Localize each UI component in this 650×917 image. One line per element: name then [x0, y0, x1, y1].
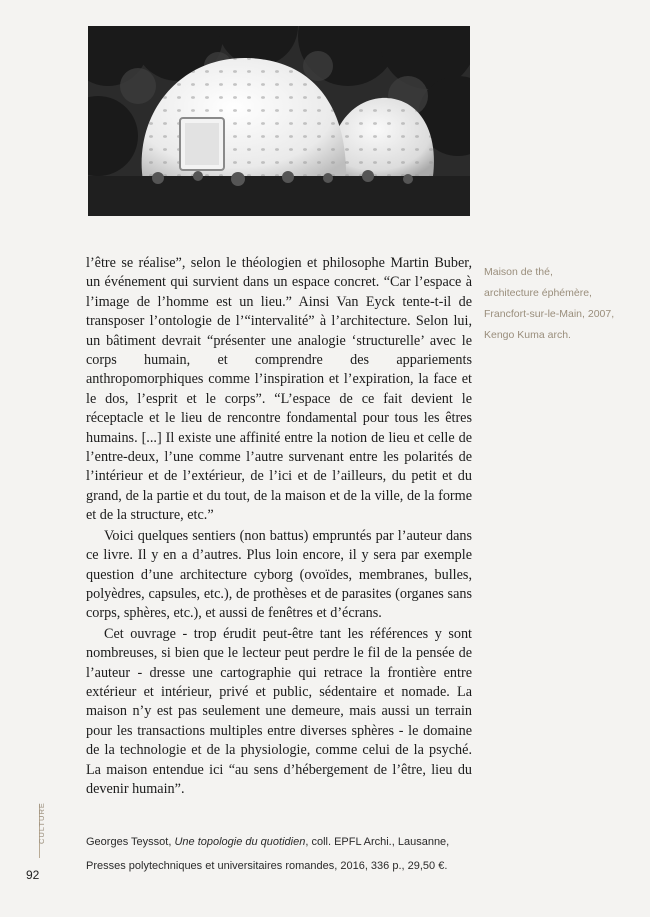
book-reference	[86, 830, 486, 878]
reference-line	[86, 830, 486, 854]
article-body	[86, 254, 472, 799]
teahouse-photo	[88, 26, 470, 216]
caption-line: Francfort-sur-le-Main, 2007,	[484, 308, 615, 320]
reference-details: , coll. EPFL Archi., Lausanne,	[305, 836, 450, 848]
body-paragraph: Cet ouvrage - trop érudit peut-être tant les références y sont nombreuses, si bien que le lecteur peut perdre le fil de la pensée de l’auteur - dresse une cartographie qui retrace la frontière entre extérieur et intérieur, privé et public, sédentaire et nomade. La maison n’y est pas seulement une demeure, mais aussi un terrain pour les transactions multiples entre diverses sphères - le domaine de la technologie et de la physiologie, comme celui de la psyché. La maison entendue ici “au sens d’hébergement de l’être, lieu du devenir humain”.	[86, 625, 472, 797]
reference-title: Une topologie du quotidien	[174, 836, 306, 848]
caption-line: Maison de thé,	[484, 266, 553, 278]
photo-caption	[484, 262, 644, 346]
reference-author: Georges Teyssot,	[86, 836, 175, 848]
section-label: CULTURE	[37, 802, 46, 844]
caption-line: Kengo Kuma arch.	[484, 329, 571, 341]
body-paragraph: Voici quelques sentiers (non battus) empruntés par l’auteur dans ce livre. Il y en a d’autres. Plus loin encore, il y sera par exemple question d’une architecture cyborg (ovoïdes, membranes, bulles, polyèdres, capsules, etc.), de prothèses et de parasites (organes sans corps, sphères, etc.), et aussi de fenêtres et d’écrans.	[86, 527, 472, 622]
reference-line: Presses polytechniques et universitaires romandes, 2016, 336 p., 29,50 €.	[86, 860, 448, 872]
caption-line: architecture éphémère,	[484, 287, 592, 299]
body-paragraph: l’être se réalise”, selon le théologien et philosophe Martin Buber, un événement qui survient dans un espace concret. “Car l’espace à l’image de l’homme est un lieu.” Ainsi Van Eyck tente-t-il de transposer l’ontologie de l’“intervalité” à l’architecture. Selon lui, un bâtiment devrait “présenter une analogie ‘structurelle’ avec le corps humain, et comprendre des appariements anthropomorphiques comme l’inspiration et l’expiration, la face et le dos, l’esprit et le corps”. “L’espace de ce fait devient le réceptacle et le lieu de rencontre fondamental pour tous les êtres humains. [...] Il existe une affinité entre la notion de lieu et celle de l’entre-deux, l’une comme l’autre survenant entre les polarités de l’intérieur et de l’extérieur, de l’ici et de l’ailleurs, du petit et du grand, de la partie et du tout, de la maison et de la ville, de la forme et de la structure, etc.”	[86, 255, 472, 524]
page-number: 92	[26, 868, 40, 882]
